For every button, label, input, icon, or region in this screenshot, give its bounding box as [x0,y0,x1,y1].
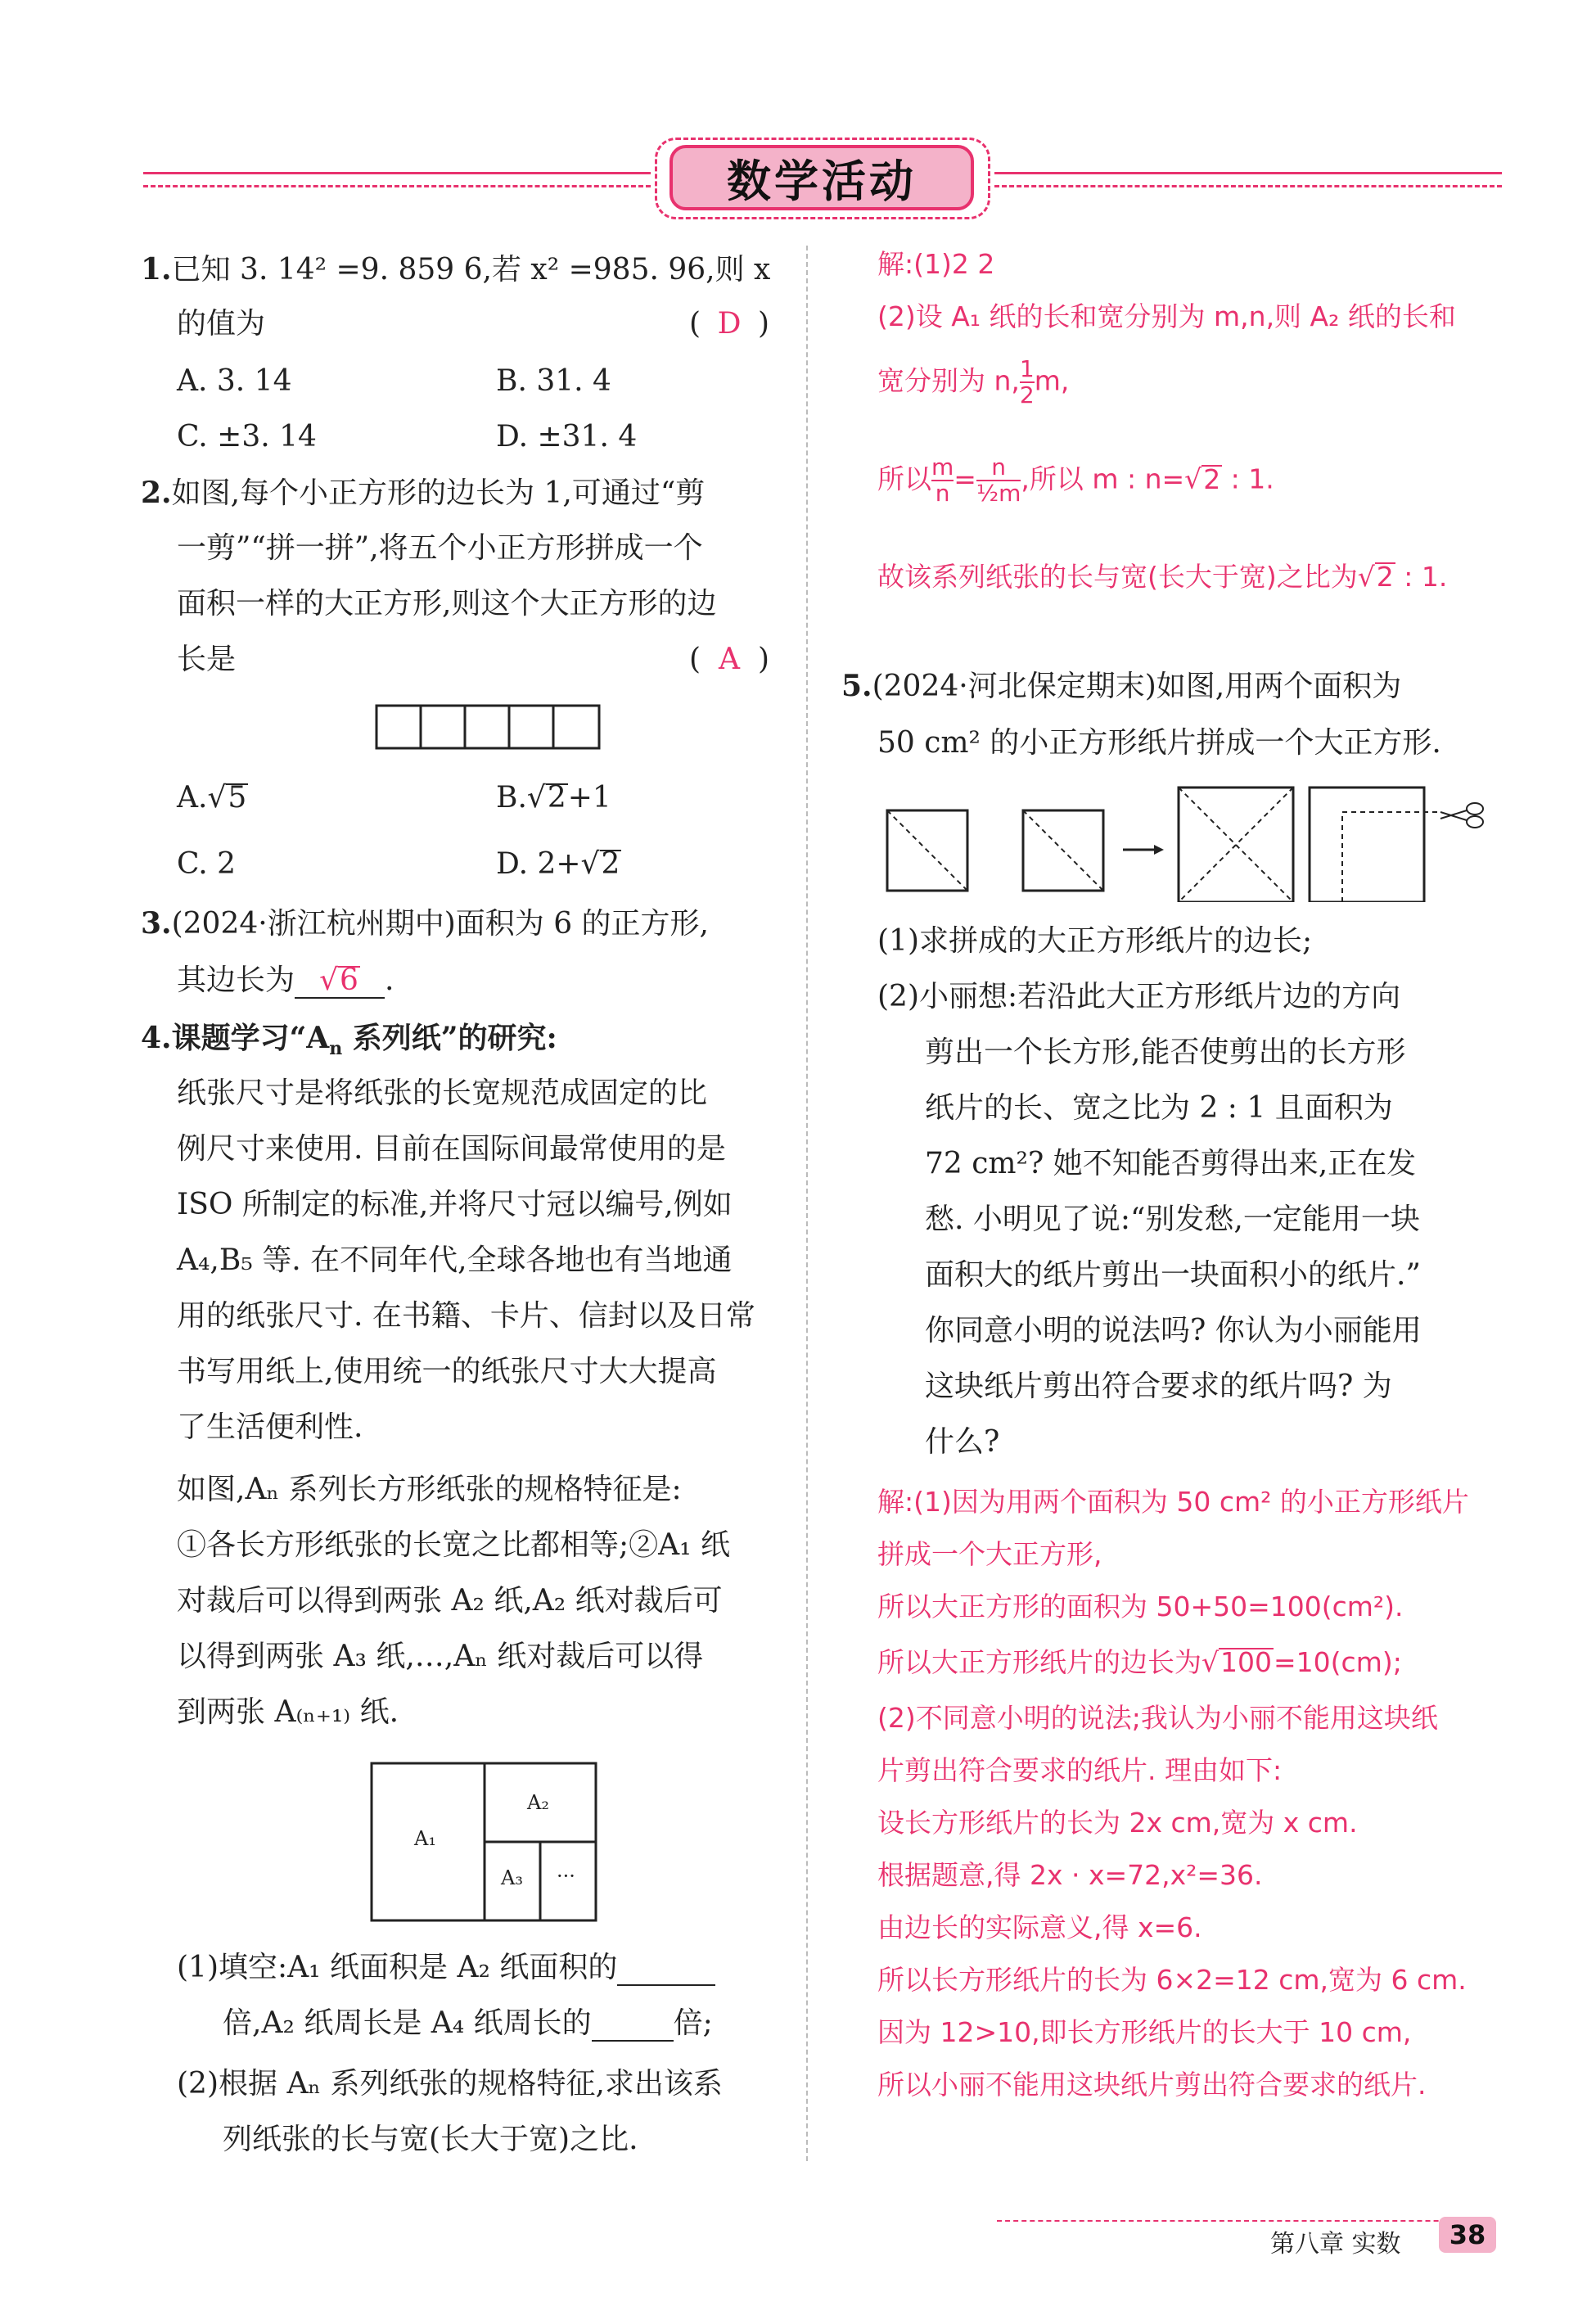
q5-sub2-line1: (2)小丽想:若沿此大正方形纸片边的方向 [877,980,1401,1013]
sol5-line4: 所以大正方形纸片的边长为√100=10(cm); [877,1646,1402,1678]
sol5-line10: 所以长方形纸片的长为 6×2=12 cm,宽为 6 cm. [877,1964,1467,1996]
q1-answer-bracket: ( D ) [689,307,770,341]
sol5-line1: 解:(1)因为用两个面积为 50 cm² 的小正方形纸片 [877,1486,1469,1518]
q4-sub2-line2: 列纸张的长与宽(长大于宽)之比. [223,2123,638,2156]
q5-sub2-line3: 纸片的长、宽之比为 2 : 1 且面积为 [925,1091,1393,1125]
q4-p2-line5: 到两张 A₍ₙ₊₁₎ 纸. [177,1695,399,1729]
q4-sub1-line2: 倍,A₂ 纸周长是 A₄ 纸周长的 倍; [223,2006,713,2040]
page-number: 38 [1439,2217,1496,2253]
sol5-line8: 根据题意,得 2x · x=72,x²=36. [877,1859,1263,1891]
q2-line1: 2.如图,每个小正方形的边长为 1,可通过“剪 [141,476,706,510]
q5-sub2-line6: 面积大的纸片剪出一块面积小的纸片.” [925,1258,1421,1292]
q5-line1: 5.(2024·河北保定期末)如图,用两个面积为 [841,669,1402,703]
fig-label-a3: A₃ [501,1866,523,1889]
q1-option-b: B. 31. 4 [496,364,611,398]
sol4-line2: (2)设 A₁ 纸的长和宽分别为 m,n,则 A₂ 纸的长和 [877,300,1456,332]
sol5-line6: 片剪出符合要求的纸片. 理由如下: [877,1754,1283,1786]
q2-line3: 面积一样的大正方形,则这个大正方形的边 [177,587,717,621]
q2-option-c: C. 2 [177,847,237,881]
q2-line2: 一剪”“拼一拼”,将五个小正方形拼成一个 [177,531,703,565]
sol4-line5: 故该系列纸张的长与宽(长大于宽)之比为√2 : 1. [877,561,1448,593]
q4-p1-line1: 纸张尺寸是将纸张的长宽规范成固定的比 [177,1076,708,1110]
q5-sub2-line9: 什么? [925,1425,1000,1459]
q4-p1-line5: 用的纸张尺寸. 在书籍、卡片、信封以及日常 [177,1299,755,1333]
header-rule-left [143,172,651,174]
sol5-line9: 由边长的实际意义,得 x=6. [877,1911,1202,1943]
page-title: 数学活动 [670,145,974,210]
sol5-line5: (2)不同意小明的说法;我认为小丽不能用这块纸 [877,1702,1438,1734]
q2-answer: A [719,643,741,676]
q4-sub2-line1: (2)根据 Aₙ 系列纸张的规格特征,求出该系 [177,2067,723,2101]
sol5-line11: 因为 12>10,即长方形纸片的长大于 10 cm, [877,2016,1412,2048]
sol5-line12: 所以小丽不能用这块纸片剪出符合要求的纸片. [877,2069,1427,2101]
q1-option-c: C. ±3. 14 [177,420,317,454]
q1-option-a: A. 3. 14 [177,364,292,398]
q1-line1: 1.已知 3. 14² =9. 859 6,若 x² =985. 96,则 x [141,252,771,287]
footer-chapter: 第八章 实数 [1270,2230,1401,2259]
sol4-line3: 宽分别为 n, $\frac{1}{2}$ m, [877,355,1070,408]
q2-option-b: B.√2+1 [496,781,611,815]
sol5-line2: 拼成一个大正方形, [877,1538,1102,1570]
header-dash-left [143,185,651,187]
column-divider [806,246,808,2161]
q5-sub2-line5: 愁. 小明见了说:“别发愁,一定能用一块 [925,1203,1420,1236]
q2-line4: 长是 [177,643,237,676]
q4-title: 4.课题学习“$A_n$ 系列纸”的研究: [141,1021,557,1060]
sol5-line7: 设长方形纸片的长为 2x cm,宽为 x cm. [877,1807,1358,1839]
fig-label-dots: ··· [557,1865,575,1888]
q3-answer: √6 [295,964,385,999]
q4-p1-line7: 了生活便利性. [177,1410,363,1444]
q1-answer: D [717,307,742,341]
sol4-line4: 所以 $\frac{m}{n}$ = $\frac{n}{\text{½m}}$ ,所以 m : n=√2 : 1. [877,454,1274,507]
q2-option-a: A.√5 [177,781,247,815]
q5-sub2-line8: 这块纸片剪出符合要求的纸片吗? 为 [925,1370,1392,1403]
q4-p1-line3: ISO 所制定的标准,并将尺寸冠以编号,例如 [177,1188,733,1221]
q4-p1-line2: 例尺寸来使用. 目前在国际间最常使用的是 [177,1132,726,1166]
q1-option-d: D. ±31. 4 [496,420,638,454]
q4-sub1-line1: (1)填空:A₁ 纸面积是 A₂ 纸面积的 [177,1952,715,1986]
q4-p2-line1: 如图,Aₙ 系列长方形纸张的规格特征是: [177,1473,682,1506]
q4-p2-line3: 对裁后可以得到两张 A₂ 纸,A₂ 纸对裁后可 [177,1584,723,1618]
q5-sub2-line7: 你同意小明的说法吗? 你认为小丽能用 [925,1314,1422,1347]
q2-option-d: D. 2+√2 [496,847,620,881]
fig-label-a1: A₁ [414,1827,436,1850]
sol4-line1: 解:(1)2 2 [877,248,995,280]
sol5-line3: 所以大正方形的面积为 50+50=100(cm²). [877,1591,1404,1622]
header-dash-right [994,185,1502,187]
q1-line2: 的值为 [177,307,266,341]
q3-line2: 其边长为 √6 . [177,963,394,997]
fig-label-a2: A₂ [527,1791,549,1814]
q5-line2: 50 cm² 的小正方形纸片拼成一个大正方形. [877,726,1441,760]
header-rule-right [994,172,1502,174]
q3-line1: 3.(2024·浙江杭州期中)面积为 6 的正方形, [141,906,709,941]
q4-p2-line2: ①各长方形纸张的长宽之比都相等;②A₁ 纸 [177,1528,731,1562]
q5-squares-figure [884,779,1490,902]
q2-answer-bracket: ( A ) [689,643,770,676]
footer-rule [997,2220,1488,2222]
q5-sub1: (1)求拼成的大正方形纸片的边长; [877,924,1313,958]
q5-sub2-line4: 72 cm²? 她不知能否剪得出来,正在发 [925,1147,1417,1180]
q4-p1-line4: A₄,B₅ 等. 在不同年代,全球各地也有当地通 [177,1243,733,1277]
q2-five-squares-figure [375,704,602,751]
q4-p2-line4: 以得到两张 A₃ 纸,…,Aₙ 纸对裁后可以得 [177,1640,704,1673]
q4-p1-line6: 书写用纸上,使用统一的纸张尺寸大大提高 [177,1355,717,1388]
q4-paper-figure [370,1762,597,1922]
q5-sub2-line2: 剪出一个长方形,能否使剪出的长方形 [925,1036,1406,1069]
